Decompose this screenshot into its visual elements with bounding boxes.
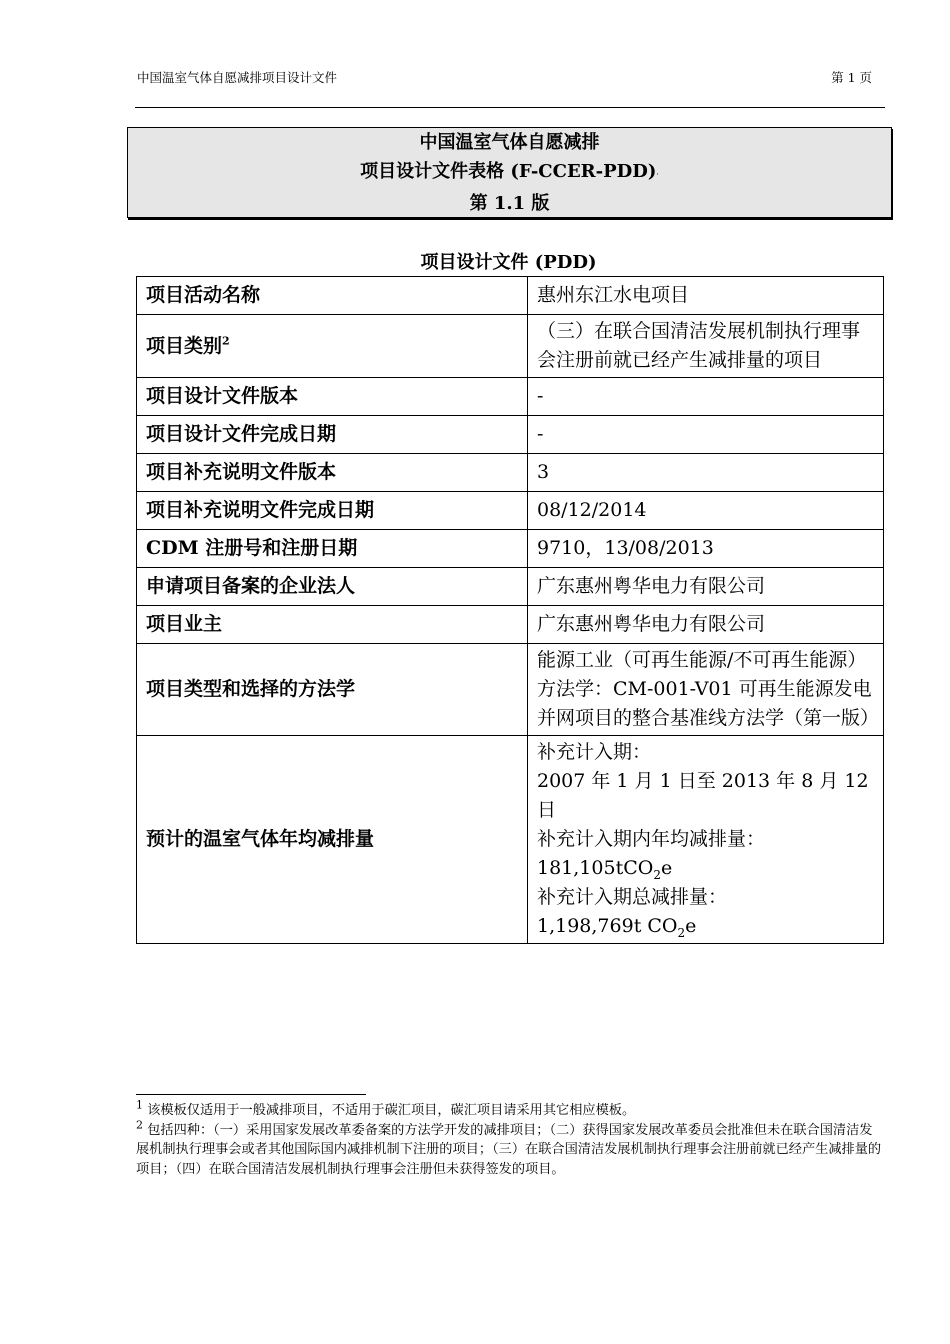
table-row	[137, 568, 884, 606]
total-reduction-label: 补充计入期总减排量：	[537, 886, 728, 908]
form-title-box	[127, 127, 892, 218]
total-reduction-number: 1,198,769t CO	[537, 915, 678, 937]
row-label: CDM 注册号和注册日期	[137, 530, 528, 568]
row-value: 惠州东江水电项目	[528, 277, 884, 315]
row-label: 项目补充说明文件版本	[137, 454, 528, 492]
footnote-ref-2: 2	[222, 334, 230, 348]
row-label: 申请项目备案的企业法人	[137, 568, 528, 606]
row-value: 08/12/2014	[528, 492, 884, 530]
footnote-marker-1: ·	[656, 169, 659, 179]
footnote-1	[136, 1098, 882, 1121]
table-row	[137, 530, 884, 568]
project-type: 能源工业（可再生能源/不可再生能源）	[537, 649, 867, 671]
page-number: 第 1 页	[831, 70, 872, 85]
row-value: 广东惠州粤华电力有限公司	[528, 606, 884, 644]
row-label	[137, 315, 528, 378]
annual-reduction-number: 181,105tCO	[537, 857, 654, 879]
row-value	[528, 736, 884, 944]
annual-reduction-label: 补充计入期内年均减排量：	[537, 828, 766, 850]
row-label: 预计的温室气体年均减排量	[137, 736, 528, 944]
row-label: 项目设计文件完成日期	[137, 416, 528, 454]
footnotes	[136, 1098, 882, 1179]
footnote-1-text: 该模板仅适用于一般减排项目，不适用于碳汇项目，碳汇项目请采用其它相应模板。	[147, 1103, 636, 1118]
row-value: -	[528, 378, 884, 416]
annual-reduction-unit: e	[660, 857, 673, 879]
row-value: 广东惠州粤华电力有限公司	[528, 568, 884, 606]
row-label: 项目活动名称	[137, 277, 528, 315]
methodology: 方法学：CM-001-V01 可再生能源发电并网项目的整合基准线方法学（第一版）	[537, 678, 880, 729]
table-row	[137, 644, 884, 736]
total-reduction-subscript: 2	[677, 925, 686, 940]
table-row	[137, 454, 884, 492]
form-title-line1: 中国温室气体自愿减排	[419, 131, 600, 153]
pdd-title: 项目设计文件 (PDD)	[420, 252, 597, 273]
table-row	[137, 277, 884, 315]
row-value: 9710，13/08/2013	[528, 530, 884, 568]
header-divider	[135, 107, 885, 108]
form-version: 第 1.1 版	[469, 192, 550, 214]
table-row	[137, 606, 884, 644]
running-header-title: 中国温室气体自愿减排项目设计文件	[137, 70, 338, 85]
row-label: 项目类型和选择的方法学	[137, 644, 528, 736]
annual-reduction-subscript: 2	[653, 867, 661, 882]
footnote-2-text: 包括四种：（一）采用国家发展改革委备案的方法学开发的减排项目；（二）获得国家发展改革委员会批准但未在联合国清洁发展机制执行理事会或者其他国际国内减排机制下注册的项目；（三）在联合国清洁发展机制执行理事会注册前就已经产生减排量的项目；（四）在联合国清洁发展机制执行理事会注册但未获得签发的项目。	[136, 1122, 882, 1177]
total-reduction-unit: e	[685, 915, 697, 937]
row-label-text: 项目类别	[146, 334, 223, 357]
table-row	[137, 492, 884, 530]
pdd-info-table	[136, 276, 884, 944]
table-row	[137, 416, 884, 454]
form-title-line2	[360, 157, 659, 189]
footnote-divider	[136, 1094, 366, 1095]
footnote-1-number: 1	[136, 1098, 143, 1112]
row-value: 3	[528, 454, 884, 492]
form-title-line2-text: 项目设计文件表格 (F-CCER-PDD)	[360, 160, 657, 182]
annual-reduction-value	[537, 854, 874, 883]
table-row	[137, 315, 884, 378]
row-label: 项目设计文件版本	[137, 378, 528, 416]
crediting-period-value: 2007 年 1 月 1 日至 2013 年 8 月 12 日	[537, 770, 869, 821]
row-value: （三）在联合国清洁发展机制执行理事会注册前就已经产生减排量的项目	[528, 315, 884, 378]
row-value: -	[528, 416, 884, 454]
row-label: 项目业主	[137, 606, 528, 644]
row-label: 项目补充说明文件完成日期	[137, 492, 528, 530]
table-row	[137, 736, 884, 944]
row-value	[528, 644, 884, 736]
crediting-period-label: 补充计入期：	[537, 741, 652, 763]
footnote-2	[136, 1118, 882, 1180]
total-reduction-value	[537, 912, 874, 941]
table-row	[137, 378, 884, 416]
footnote-2-number: 2	[136, 1118, 143, 1132]
